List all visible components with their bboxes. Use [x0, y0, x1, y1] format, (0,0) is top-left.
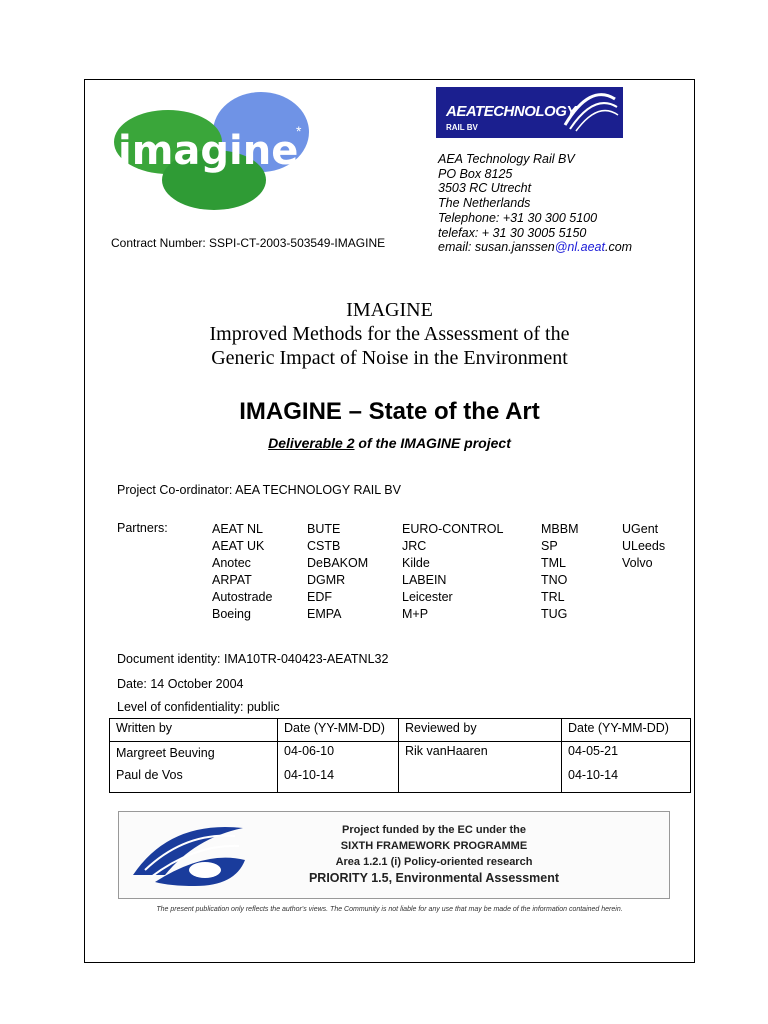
partner-name: Boeing — [212, 607, 251, 621]
partners-column — [622, 521, 665, 572]
partner-name: MBBM — [541, 522, 579, 536]
partner-name: EDF — [307, 590, 332, 604]
table-cell — [562, 741, 691, 792]
partner-name: TNO — [541, 573, 568, 587]
email-suffix: .com — [604, 240, 633, 255]
funding-line: SIXTH FRAMEWORK PROGRAMME — [340, 840, 528, 852]
partner-name: EURO-CONTROL — [402, 522, 504, 536]
project-coordinator: Project Co-ordinator: AEA TECHNOLOGY RAIL BV — [117, 483, 401, 497]
imagine-logo-text: imagine — [118, 128, 299, 174]
partners-label: Partners: — [117, 521, 168, 535]
imagine-logo — [106, 84, 318, 214]
partner-name: TRL — [541, 590, 565, 604]
fp6-logo-icon — [125, 820, 255, 890]
title-line: Improved Methods for the Assessment of the — [209, 323, 570, 345]
address-line: 3503 RC Utrecht — [438, 181, 532, 196]
partner-name: TML — [541, 556, 566, 570]
contract-number: Contract Number: SSPI-CT-2003-503549-IMAGINE — [111, 236, 386, 250]
partner-name: CSTB — [307, 539, 341, 553]
partner-name: AEAT NL — [212, 522, 263, 536]
partner-name: Volvo — [622, 556, 653, 570]
author-name: Paul de Vos — [116, 767, 183, 782]
partner-name: ULeeds — [622, 539, 666, 553]
partner-name: TUG — [541, 607, 568, 621]
funding-banner — [118, 811, 670, 899]
partner-name: Kilde — [402, 556, 430, 570]
document-date: Date: 14 October 2004 — [117, 677, 244, 691]
table-header: Written by — [110, 719, 278, 742]
partner-name: JRC — [402, 539, 427, 553]
reviewer-name: Rik vanHaaren — [405, 743, 488, 758]
partner-name: ARPAT — [212, 573, 252, 587]
partner-name: SP — [541, 539, 558, 553]
partners-column — [541, 521, 579, 623]
document-identity: Document identity: IMA10TR-040423-AEATNL32 — [117, 652, 389, 666]
partner-name: DGMR — [307, 573, 346, 587]
svg-text:*: * — [296, 123, 302, 139]
deliverable-rest: of the IMAGINE project — [354, 435, 511, 451]
aea-technology-logo — [436, 87, 623, 138]
partners-column — [212, 521, 272, 623]
email-line — [438, 240, 632, 255]
partner-name: AEAT UK — [212, 539, 265, 553]
email-prefix: email: susan.janssen — [438, 240, 555, 255]
partner-name: Leicester — [402, 590, 453, 604]
funding-line: PRIORITY 1.5, Environmental Assessment — [308, 871, 560, 885]
address-block — [438, 152, 632, 255]
confidentiality-level: Level of confidentiality: public — [117, 700, 280, 714]
table-cell — [399, 741, 562, 792]
aea-sub-text: RAIL BV — [446, 123, 478, 132]
title-line: Generic Impact of Noise in the Environment — [211, 347, 568, 369]
title-block — [84, 298, 695, 370]
partner-name: UGent — [622, 522, 659, 536]
main-title: IMAGINE – State of the Art — [239, 398, 540, 425]
author-date: 04-10-14 — [284, 767, 335, 782]
address-line: AEA Technology Rail BV — [438, 152, 575, 166]
disclaimer-text: The present publication only reflects the author's views. The Community is not liable for any use that may be made of the information contained herein. — [156, 906, 623, 913]
deliverable-number: Deliverable 2 — [268, 435, 355, 451]
authorship-table — [109, 718, 691, 793]
partners-column — [307, 521, 368, 623]
table-row — [110, 741, 691, 792]
funding-text — [269, 822, 599, 886]
address-line: PO Box 8125 — [438, 166, 513, 181]
table-cell — [110, 741, 278, 792]
address-line: The Netherlands — [438, 196, 531, 211]
title-line: IMAGINE — [346, 299, 433, 321]
review-date: 04-10-14 — [568, 767, 619, 782]
table-header: Reviewed by — [399, 719, 562, 742]
partners-column — [402, 521, 503, 623]
funding-line: Area 1.2.1 (i) Policy-oriented research — [335, 856, 533, 868]
funding-line: Project funded by the EC under the — [342, 824, 526, 836]
aea-brand-text: AEATECHNOLOGY — [446, 103, 576, 120]
partner-name: BUTE — [307, 522, 341, 536]
partner-name: M+P — [402, 607, 429, 621]
author-date: 04-06-10 — [284, 743, 335, 758]
partner-name: DeBAKOM — [307, 556, 369, 570]
address-line: telefax: + 31 30 3005 5150 — [438, 225, 587, 240]
review-date: 04-05-21 — [568, 743, 619, 758]
table-header-row — [110, 719, 691, 742]
partner-name: EMPA — [307, 607, 342, 621]
address-line: Telephone: +31 30 300 5100 — [438, 210, 598, 225]
partner-name: Anotec — [212, 556, 251, 570]
partner-name: Autostrade — [212, 590, 273, 604]
partner-name: LABEIN — [402, 573, 447, 587]
table-header: Date (YY-MM-DD) — [562, 719, 691, 742]
table-header: Date (YY-MM-DD) — [278, 719, 399, 742]
author-name: Margreet Beuving — [116, 745, 215, 760]
email-link[interactable]: @nl.aeat — [554, 240, 605, 255]
table-cell — [278, 741, 399, 792]
deliverable-subtitle — [84, 435, 695, 451]
